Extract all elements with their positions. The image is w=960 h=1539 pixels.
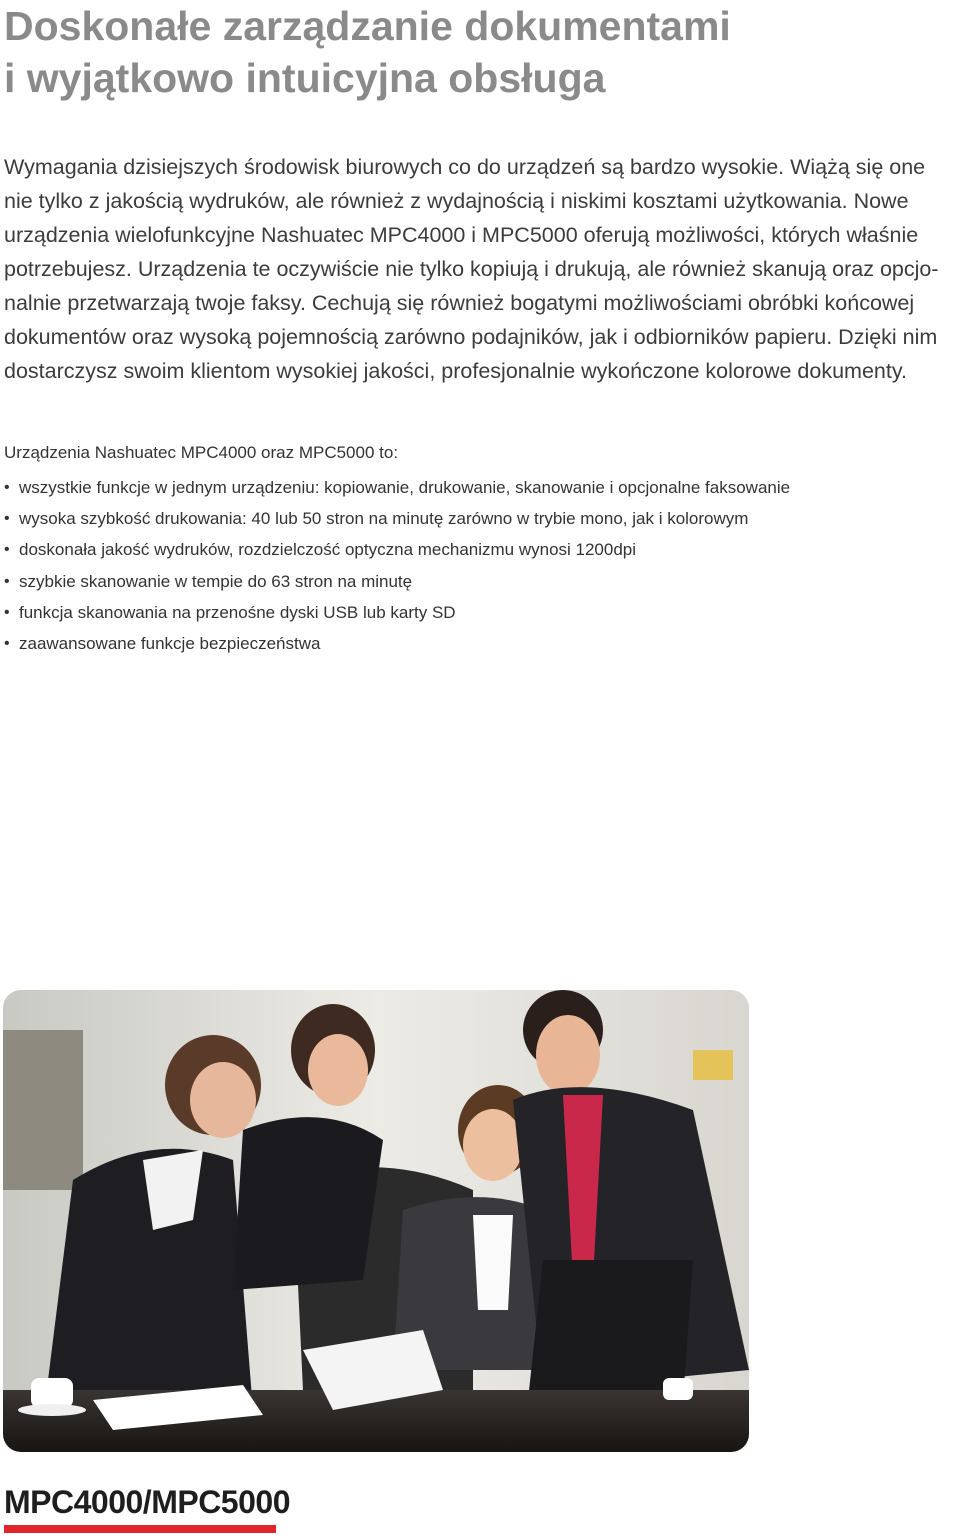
bullet-icon: • [4,478,10,496]
office-team-photo [3,990,749,1452]
list-item [4,597,790,628]
list-item-text: szybkie skanowanie w tempie do 63 stron na minutę [19,571,413,591]
intro-line: Wymagania dzisiejszych środowisk biurowych co do urządzeń są bardzo wysokie. Wiążą się one [4,155,926,179]
headline [4,0,954,104]
headline-line-1: Doskonałe zarządzanie dokumentami [4,3,731,49]
intro-line: dokumentów oraz wysoką pojemnością zarówno podajników, jak i odbiorników papieru. Dzięki nim [4,325,938,349]
list-item [4,535,790,566]
accent-bar [4,1525,276,1533]
intro-line: dostarczysz swoim klientom wysokiej jakości, profesjonalnie wykończone kolorowe dokumenty. [4,359,907,383]
intro-paragraph [4,150,960,388]
bullet-icon: • [4,509,10,527]
list-item-text: zaawansowane funkcje bezpieczeństwa [19,634,321,654]
features-list [4,472,790,660]
list-item-text: doskonała jakość wydruków, rozdzielczość optyczna mechanizmu wynosi 1200dpi [19,540,637,560]
list-item [4,503,790,534]
bullet-icon: • [4,572,10,590]
list-item-text: funkcja skanowania na przenośne dyski USB lub karty SD [19,602,456,622]
features-title: Urządzenia Nashuatec MPC4000 oraz MPC5000 to: [4,443,399,462]
list-item-text: wszystkie funkcje w jednym urządzeniu: kopiowanie, drukowanie, skanowanie i opcjonalne faksowanie [19,477,791,497]
intro-line: nie tylko z jakością wydruków, ale również z wydajnością i niskimi kosztami użytkowania. Nowe [4,189,909,213]
bullet-icon: • [4,541,10,559]
intro-line: nalnie przetwarzają twoje faksy. Cechują się również bogatymi możliwościami obróbki końcowej [4,291,915,315]
list-item [4,472,790,503]
bullet-icon: • [4,635,10,653]
list-item [4,628,790,659]
intro-line: urządzenia wielofunkcyjne Nashuatec MPC4000 i MPC5000 oferują możliwości, których właśnie [4,223,919,247]
model-name: MPC4000/MPC5000 [4,1484,290,1520]
list-item-text: wysoka szybkość drukowania: 40 lub 50 stron na minutę zarówno w trybie mono, jak i kolorowym [19,508,749,528]
headline-line-2: i wyjątkowo intuicyjna obsługa [4,55,606,101]
list-item [4,566,790,597]
office-team-photo-icon [3,990,749,1452]
intro-line: potrzebujesz. Urządzenia te oczywiście nie tylko kopiują i drukują, ale również skanują oraz opcjo- [4,257,939,281]
bullet-icon: • [4,603,10,621]
